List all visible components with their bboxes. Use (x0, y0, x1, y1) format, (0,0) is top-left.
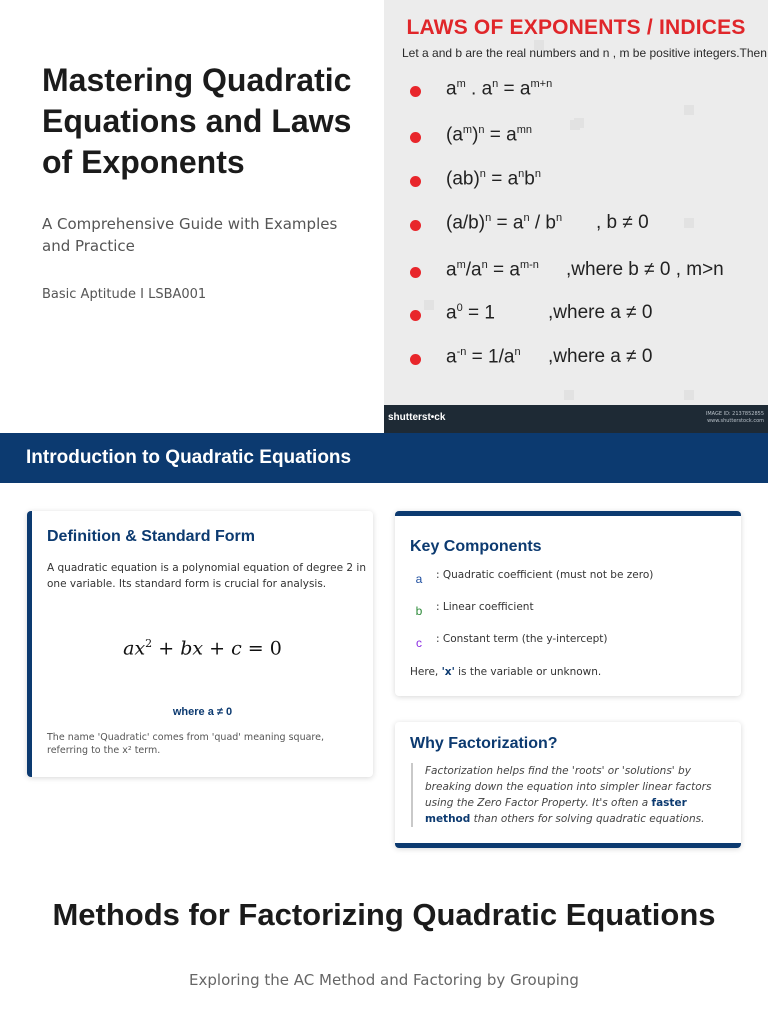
standard-form-equation (32, 637, 373, 659)
law-part-exp1: n (485, 212, 492, 224)
law-part-exp2: n (481, 259, 488, 271)
law-item (384, 76, 768, 106)
law-part-rhs: = a (487, 259, 520, 281)
law-part-exp3: mn (516, 124, 533, 136)
page-title: Mastering Quadratic Equations and Laws of Exponents (42, 62, 352, 180)
law-condition: , b ≠ 0 (596, 212, 649, 233)
law-part-mid: = a (485, 168, 519, 190)
eq-term-c: c (231, 637, 242, 660)
law-part-exp2: n (514, 346, 521, 358)
law-item (384, 122, 768, 152)
law-formula (446, 259, 539, 281)
eq-zero: 0 (269, 637, 282, 660)
page-subtitle: A Comprehensive Guide with Examples and Practice (42, 215, 338, 255)
law-part-exp1: 0 (456, 302, 463, 314)
law-formula (446, 124, 532, 146)
law-part-mid: ) (472, 124, 479, 146)
why-factorization-title: Why Factorization? (410, 735, 558, 752)
why-factorization-quote (411, 763, 721, 827)
component-variable: c (416, 636, 422, 650)
eq-term-bx: bx (180, 637, 204, 660)
watermark-logo: shutterst•ck (388, 412, 446, 423)
law-item (384, 300, 768, 330)
law-part-mid: = a (491, 212, 524, 234)
bullet-icon (410, 132, 421, 143)
why-text-post: than others for solving quadratic equations. (470, 813, 705, 825)
law-part-exp2: n (523, 212, 530, 224)
law-item (384, 210, 768, 240)
law-formula (446, 212, 562, 234)
law-formula (446, 302, 495, 324)
law-part-base: (a (446, 124, 463, 146)
laws-of-exponents-image (384, 0, 768, 433)
law-part-base: a (446, 78, 457, 100)
component-description: : Linear coefficient (436, 601, 534, 613)
definition-card (27, 511, 373, 777)
law-part-exp1: m (462, 124, 473, 136)
law-item (384, 166, 768, 196)
law-part-rhs: b (524, 168, 535, 190)
law-condition: ,where a ≠ 0 (548, 302, 653, 323)
law-part-base: (a/b) (446, 212, 486, 234)
law-part-mid: = 1/a (466, 346, 515, 368)
variable-note (410, 666, 601, 678)
bullet-icon (410, 310, 421, 321)
law-part-base: a (446, 346, 457, 368)
law-formula (446, 168, 541, 190)
eq-equals: = (247, 637, 264, 660)
law-part-exp2: n (492, 78, 499, 90)
law-part-mid: /a (465, 259, 482, 281)
bullet-icon (410, 86, 421, 97)
laws-intro: Let a and b are the real numbers and n , m be positive integers.Then (402, 46, 767, 60)
watermark-bar (384, 405, 768, 433)
intro-section-header (0, 433, 768, 483)
component-description: : Quadratic coefficient (must not be zero) (436, 569, 654, 581)
law-part-rhs: = a (498, 78, 531, 100)
key-components-card (395, 511, 741, 696)
law-part-mid: . a (465, 78, 493, 100)
law-part-exp3: n (555, 212, 563, 224)
component-variable: b (415, 604, 423, 618)
equation-condition: where a ≠ 0 (172, 706, 233, 718)
law-part-rhs: / b (529, 212, 556, 234)
hero-text-block (42, 60, 362, 302)
eq-term-ax: ax (123, 637, 146, 660)
why-text-bold: faster method (425, 797, 687, 825)
law-condition: ,where b ≠ 0 , m>n (566, 259, 724, 280)
law-part-exp1: m (456, 78, 466, 90)
intro-section-title: Introduction to Quadratic Equations (26, 447, 352, 468)
eq-exponent: 2 (145, 637, 153, 650)
component-variable: a (415, 572, 423, 586)
law-formula (446, 346, 521, 368)
law-part-exp3: n (534, 168, 541, 180)
watermark-id-line1: IMAGE ID: 2137852855 (705, 411, 764, 417)
bullet-icon (410, 354, 421, 365)
component-item (410, 568, 730, 588)
law-part-base: a (446, 302, 457, 324)
law-part-base: (ab) (446, 168, 480, 190)
eq-plus: + (158, 637, 175, 660)
bullet-icon (410, 267, 421, 278)
why-factorization-card (395, 722, 741, 848)
bullet-icon (410, 176, 421, 187)
eq-plus: + (209, 637, 226, 660)
key-components-title: Key Components (410, 538, 542, 555)
watermark-id (706, 411, 764, 425)
law-part-exp1: -n (456, 346, 467, 358)
law-condition: ,where a ≠ 0 (548, 346, 653, 367)
methods-title: Methods for Factorizing Quadratic Equations (52, 897, 716, 932)
law-part-exp1: n (479, 168, 486, 180)
background-square (684, 390, 694, 400)
variable-note-pre: Here, (410, 666, 442, 678)
law-part-exp1: m (456, 259, 466, 271)
definition-body: A quadratic equation is a polynomial equation of degree 2 in one variable. Its standard form is crucial for analysis. (47, 562, 366, 590)
law-formula (446, 78, 552, 100)
background-square (684, 105, 694, 115)
law-part-exp3: m+n (530, 78, 553, 90)
variable-note-var: 'x' (441, 666, 455, 678)
watermark-id-line2: www.shutterstock.com (707, 418, 764, 424)
background-square (564, 390, 574, 400)
law-part-mid: = 1 (462, 302, 495, 324)
component-item (410, 600, 730, 620)
definition-title: Definition & Standard Form (47, 528, 255, 545)
hero-section (0, 0, 768, 433)
law-part-base: a (446, 259, 457, 281)
law-part-exp3: m-n (519, 259, 539, 271)
course-code: Basic Aptitude I LSBA001 (42, 287, 207, 302)
why-text-pre: Factorization helps find the 'roots' or 'solutions' by breaking down the equation into simpler linear factors using the Zero Factor Property. It's often a (425, 765, 712, 809)
law-part-rhs: = a (484, 124, 517, 146)
bullet-icon (410, 220, 421, 231)
component-item (410, 632, 730, 652)
component-description: : Constant term (the y-intercept) (436, 633, 608, 645)
law-part-exp2: n (478, 124, 485, 136)
law-part-exp2: n (518, 168, 525, 180)
law-item (384, 257, 768, 287)
variable-note-post: is the variable or unknown. (454, 666, 602, 678)
methods-subtitle: Exploring the AC Method and Factoring by Grouping (189, 971, 579, 989)
laws-title: LAWS OF EXPONENTS / INDICES (406, 16, 746, 39)
law-item (384, 344, 768, 374)
definition-note: The name 'Quadratic' comes from 'quad' meaning square, referring to the x² term. (47, 732, 324, 756)
